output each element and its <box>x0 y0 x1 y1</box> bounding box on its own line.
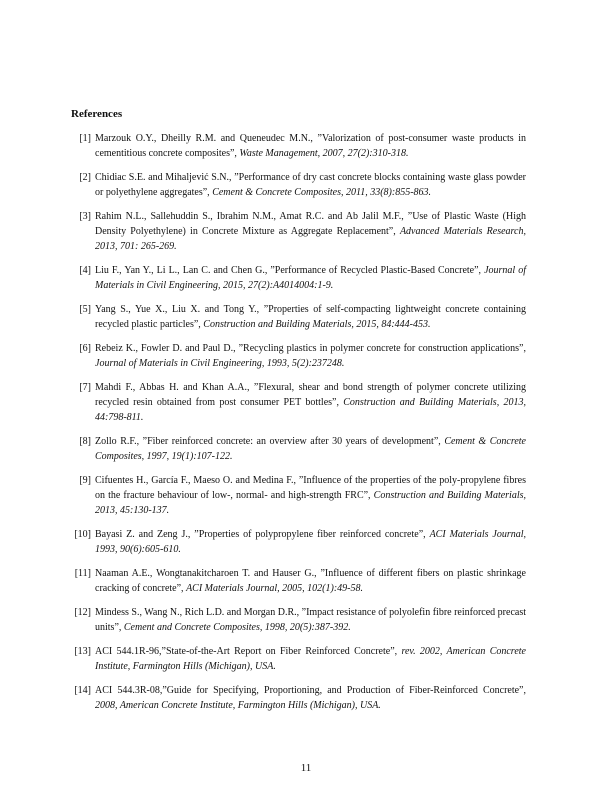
reference-number: [6] <box>79 343 91 354</box>
reference-number: [11] <box>74 568 91 579</box>
reference-item <box>71 380 526 425</box>
reference-venue: Construction and Building Materials, 2013, 45:130-137. <box>95 490 526 516</box>
reference-number: [9] <box>79 475 91 486</box>
reference-item <box>71 170 526 200</box>
reference-item <box>71 209 526 254</box>
reference-text: Marzouk O.Y., Dheilly R.M. and Queneudec M.N., ”Valorization of post-consumer waste products in cementitious concrete composites”, <box>95 133 526 159</box>
reference-venue: Journal of Materials in Civil Engineering, 2015, 27(2):A4014004:1-9. <box>95 265 527 291</box>
reference-number: [4] <box>79 265 91 276</box>
reference-venue: ACI Materials Journal, 1993, 90(6):605-610. <box>95 529 527 555</box>
reference-text: Rahim N.L., Sallehuddin S., Ibrahim N.M., Amat R.C. and Ab Jalil M.F., ”Use of Plastic Waste (High Density Polyethylene) in Concrete Mixture as Aggregate Replacement”, <box>95 211 526 237</box>
page-number: 11 <box>300 762 312 774</box>
reference-text: Zollo R.F., ”Fiber reinforced concrete: an overview after 30 years of development”, <box>95 436 445 447</box>
reference-number: [1] <box>79 133 91 144</box>
reference-venue: Advanced Materials Research, 2013, 701: 265-269. <box>95 226 526 252</box>
reference-number: [10] <box>74 529 91 540</box>
reference-item <box>71 683 526 713</box>
reference-text: ACI 544.1R-96,”State-of-the-Art Report on Fiber Reinforced Concrete”, <box>95 646 402 657</box>
reference-item <box>71 644 526 674</box>
reference-item <box>71 341 526 371</box>
reference-venue: 2008, American Concrete Institute, Farmington Hills (Michigan), USA. <box>95 700 381 711</box>
reference-text: Mahdi F., Abbas H. and Khan A.A., ”Flexural, shear and bond strength of polymer concrete utilizing recycled resin obtained from post consumer PET bottles”, <box>95 382 526 408</box>
reference-number: [2] <box>79 172 91 183</box>
reference-item <box>71 434 526 464</box>
reference-text: Bayasi Z. and Zeng J., ”Properties of polypropylene fiber reinforced concrete”, <box>95 529 430 540</box>
reference-item <box>71 131 526 161</box>
reference-item <box>71 566 526 596</box>
reference-text: Liu F., Yan Y., Li L., Lan C. and Chen G., ”Performance of Recycled Plastic-Based Concrete”, <box>95 265 485 276</box>
reference-venue: Waste Management, 2007, 27(2):310-318. <box>239 148 409 159</box>
reference-text: Mindess S., Wang N., Rich L.D. and Morgan D.R., ”Impact resistance of polyolefin fibre reinforced precast units”, <box>95 607 526 633</box>
reference-text: Naaman A.E., Wongtanakitcharoen T. and Hauser G., ”Influence of different fibers on plastic shrinkage cracking of concrete”, <box>95 568 526 594</box>
reference-number: [8] <box>79 436 91 447</box>
reference-venue: ACI Materials Journal, 2005, 102(1):49-58. <box>186 583 363 594</box>
reference-item <box>71 605 526 635</box>
reference-venue: Cement & Concrete Composites, 1997, 19(1):107-122. <box>95 436 526 462</box>
reference-venue: Cement & Concrete Composites, 2011, 33(8):855-863. <box>212 187 432 198</box>
reference-text: Rebeiz K., Fowler D. and Paul D., ”Recycling plastics in polymer concrete for construction applications”, <box>95 343 526 354</box>
reference-item <box>71 302 526 332</box>
reference-number: [14] <box>74 685 91 696</box>
references-list <box>71 131 526 722</box>
reference-venue: Journal of Materials in Civil Engineering, 1993, 5(2):237248. <box>95 358 345 369</box>
reference-number: [13] <box>74 646 91 657</box>
references-heading: References <box>71 108 123 120</box>
reference-number: [5] <box>79 304 91 315</box>
reference-item <box>71 527 526 557</box>
reference-venue: Construction and Building Materials, 2013, 44:798-811. <box>95 397 526 423</box>
reference-venue: Cement and Concrete Composites, 1998, 20(5):387-392. <box>123 622 351 633</box>
reference-item <box>71 263 526 293</box>
reference-text: ACI 544.3R-08,”Guide for Specifying, Proportioning, and Production of Fiber-Reinforced Concrete”, <box>95 685 526 696</box>
reference-text: Yang S., Yue X., Liu X. and Tong Y., ”Properties of self-compacting lightweight concrete containing recycled plastic particles”, <box>95 304 526 330</box>
reference-venue: Construction and Building Materials, 2015, 84:444-453. <box>203 319 431 330</box>
reference-number: [12] <box>74 607 91 618</box>
reference-number: [3] <box>79 211 91 222</box>
reference-number: [7] <box>79 382 91 393</box>
reference-venue: rev. 2002, American Concrete Institute, Farmington Hills (Michigan), USA. <box>95 646 526 672</box>
reference-item <box>71 473 526 518</box>
reference-text: Chidiac S.E. and Mihaljević S.N., ”Performance of dry cast concrete blocks containing waste glass powder or polyethylene aggregates”, <box>95 172 526 198</box>
reference-text: Cifuentes H., García F., Maeso O. and Medina F., ”Influence of the properties of the poly-propylene fibres on the fracture behaviour of low-, normal- and high-strength FRC”, <box>95 475 526 501</box>
